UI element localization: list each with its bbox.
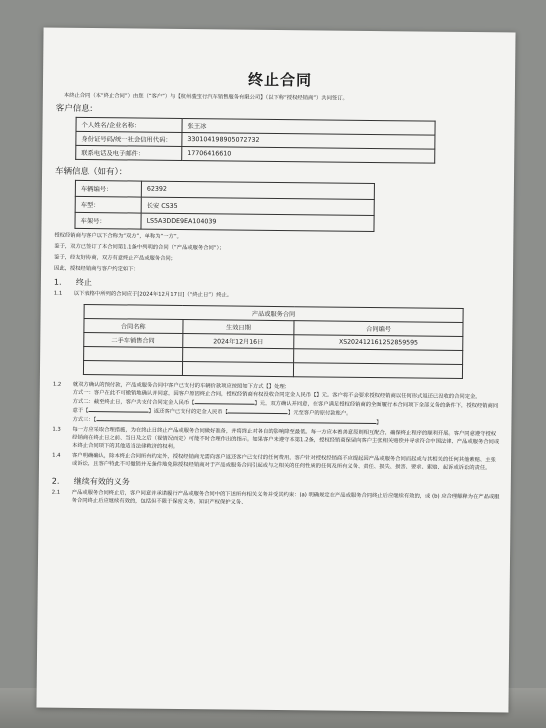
blank-line xyxy=(228,407,288,414)
blank-line xyxy=(88,406,148,413)
clause-number: 1.4 xyxy=(52,452,61,459)
clause-text: 产品或服务合同终止后，客户同意并承诺履行产品或服务合同中的下述所有相关义务并受其约束：(a) 明确规定在产品或服务合同终止后应继续有效的，或 (b) 应合理解释为在产品或服务合同终止后应继续有效的，包括但不限于保密义务、知识产权保护义务、 xyxy=(71,489,500,506)
clause-2-1 xyxy=(52,489,500,510)
cell-value: 长安 CS35 xyxy=(141,197,374,215)
option-two-text-1: 方式二：截至终止日，客户共支付合同定金人民币【 xyxy=(72,398,195,407)
intro-paragraph: 本終止合同（本“終止合同”）由您（“客户”）与【杭州骏宝行汽车销售服务有限公司】（以下称“授权经销商”）共同签订。 xyxy=(63,92,348,102)
clause-1-3 xyxy=(52,426,500,455)
cell-value: 17706416610 xyxy=(182,147,435,164)
clause-text: 就双方确认的预付款，产品或服务合同中客户已支付的车辆价款项应按照如下方式【】处理: xyxy=(72,381,287,391)
clause-number: 2.1 xyxy=(51,489,61,496)
cell-label: 车型： xyxy=(75,196,141,213)
table-title: 产品或服务合同 xyxy=(84,304,463,322)
contract-paper xyxy=(36,28,515,713)
recital-therefore: 因此，授权经销商与客户约定如下： xyxy=(54,265,139,273)
section-title: 继续有效的义务 xyxy=(73,476,130,487)
section-number: 2. xyxy=(51,476,60,486)
cell-value: 62392 xyxy=(141,181,374,199)
option-two-text-3: 】返还客户已支付的定金人民币【 xyxy=(148,408,228,416)
clause-number: 1.1 xyxy=(53,290,63,297)
option-two-text-4: 】元至客户的原付款账户。 xyxy=(287,410,352,417)
recital-whereas-1: 鉴于，双方已签订了本合同第1.1条中列明的合同（“产品或服务合同”）； xyxy=(54,243,225,252)
cell-label: 个人姓名/企业名称： xyxy=(76,117,182,132)
vehicle-heading: 车辆信息（如有）： xyxy=(55,166,128,178)
vehicle-table xyxy=(74,180,374,232)
section-number: 1. xyxy=(53,277,62,287)
table-row xyxy=(75,212,374,231)
option-two-text-2: 】元，双方确认并同意，在客户满足授权经销商的全面履行本合同项下全部义务的条件下，授权经销商同意于【 xyxy=(72,400,499,415)
cell-label: 联系电话及电子邮件： xyxy=(76,145,182,160)
column-header: 合同名称 xyxy=(84,318,183,333)
cell-value: 330104198905072732 xyxy=(182,133,435,150)
customer-heading: 客户信息: xyxy=(55,103,93,115)
service-contract-table xyxy=(83,304,464,379)
blank-line xyxy=(194,398,254,405)
table-row-empty xyxy=(83,360,462,378)
option-three-text: 方式三：【 xyxy=(72,416,97,424)
column-header: 合同编号 xyxy=(294,321,463,337)
cell-label: 车架号： xyxy=(75,212,141,229)
customer-table xyxy=(75,117,435,164)
table-row xyxy=(76,145,435,163)
cell-contract-name: 二手车销售合同 xyxy=(84,332,183,347)
clause-number: 1.2 xyxy=(52,381,62,388)
clause-number: 1.3 xyxy=(52,426,61,433)
recital-whereas-2: 鉴于，经友好协商，双方有意终止产品或服务合同； xyxy=(54,254,177,262)
option-one-text: 方式一：客户在此不可撤销地确认并同意，因客户原因终止合同，授权经销商有权没收合同定金人民币【】元。客户将不会要求授权经销商以任何形式返还已没收的合同定金。 xyxy=(72,389,481,401)
page-title: 终止合同 xyxy=(247,70,313,90)
clause-text: 客户明确确认，除本终止合同所有约定外，授权经销商无需向客户返还客户已支付的任何费用，客户针对授权经销商不应提起因产品或服务合同而起或与其相关的任何其他索赔、主张或诉讼，且客户特此不可撤销并无条件地免除授权经销商对于产品或服务合同引起或与之相关的任何性质的任何及所有义务、责任、损失、损害、要求、索赔、起诉或诉讼的责任。 xyxy=(71,452,496,472)
cell-effective-date: 2024年12月16日 xyxy=(182,334,294,349)
cell-contract-number: XS20241216125285959​5 xyxy=(294,335,463,351)
cell-label: 车辆编号： xyxy=(75,180,141,197)
cell-value: 张王冰 xyxy=(182,119,435,136)
section-title: 终止 xyxy=(75,277,92,288)
column-header: 生效日期 xyxy=(182,320,294,335)
clause-1-2: 1.2 就双方确认的预付款，产品或服务合同中客户已支付的车辆价款项应按照如下方式【】处理: 方式一：客户在此不可撤销地确认并同意，因客户原因终止合同，授权经销商有权没收合同定金人民币【】元。客户将不会要求授权经销商以任何形式返还已没收的合同定金。 方式二：截至终止日，客户共支付合同定金人民币【 】元，双方确认并同意，在客户满足授权经销商的全面履行本合同项下全部义务的条件下，授权经销商同意于【 】返还客户已支付的定金人民币【 】元至客户的原付款账户。 方式三：【 】 xyxy=(52,381,499,427)
recital-parties: 授权经销商与客户以下合称为“双方”，单称为“一方”。 xyxy=(54,232,182,241)
clause-text: 以下表格中所列的合同应于[2024年12月17日]（“終止日”）终止。 xyxy=(73,290,233,299)
contract-sheet xyxy=(52,67,505,512)
clause-text: 每一方应采取合理措施，为在终止日终止产品或服务合同做好准备，并将终止对各自的影响降至最低。每一方应本着善意原则相互配合，确保终止程序的顺利开展。客户同意遵守授权经销商在终止日之前、当日及之后（视情况而定）可能不时合理作出的指示。如果客户未遵守本第1.2条，授权经销商保留向客户主张相关赔偿并寻求符合中国法律、产品或服务合同或本终止合同项下的其他适当法律救济的权利。 xyxy=(72,426,500,450)
cell-value: LS5A3DDE9EA104039 xyxy=(141,213,374,231)
cell-label: 身份证号码/统一社会信用代码： xyxy=(76,131,182,146)
clause-1-4 xyxy=(52,452,500,473)
